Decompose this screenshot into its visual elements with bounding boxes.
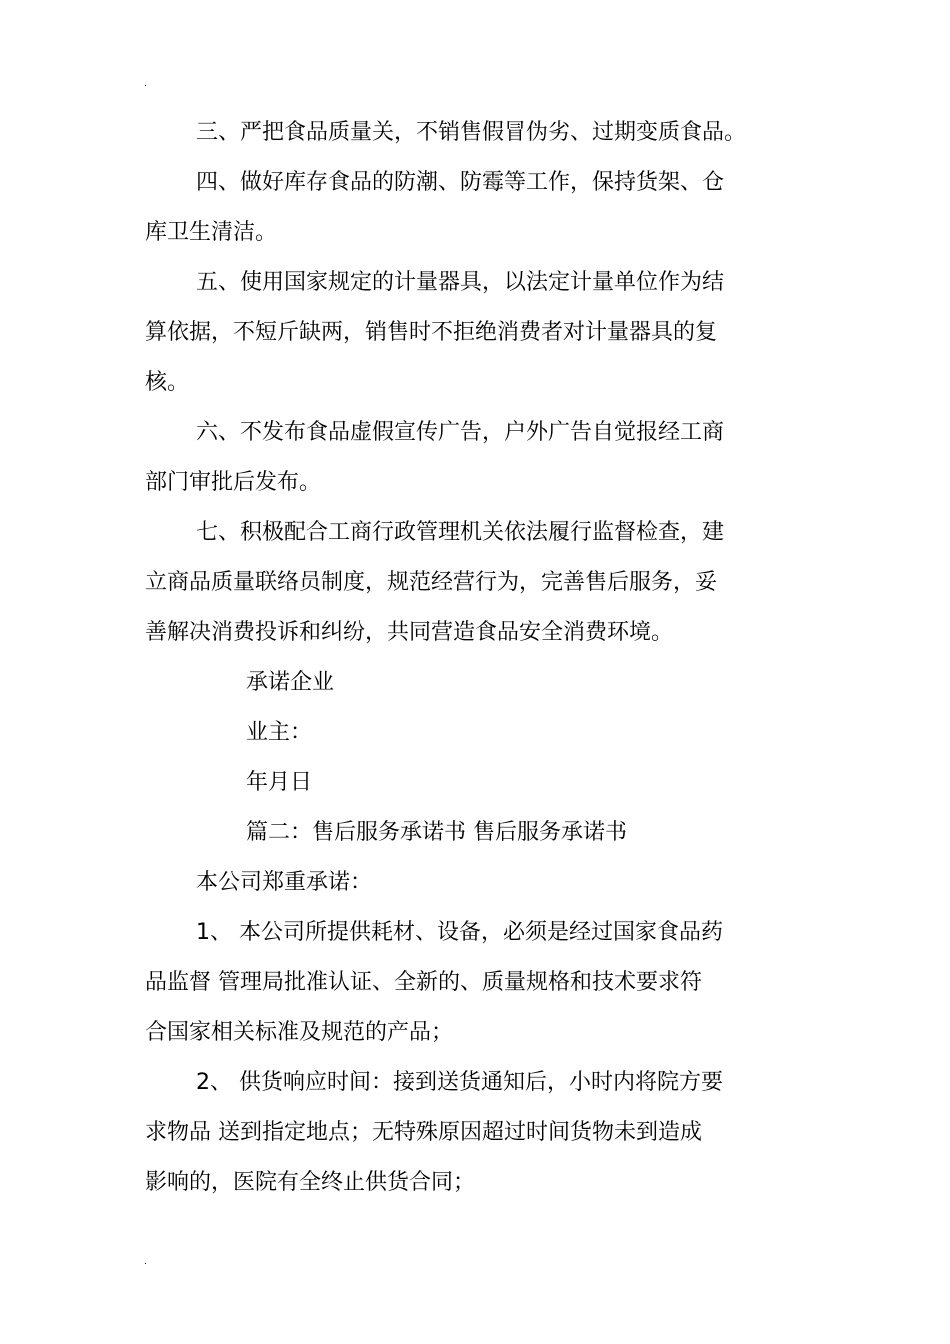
- text-line-12: 承诺企业: [246, 670, 335, 695]
- text-line-8: 部门审批后发布。: [145, 470, 322, 495]
- text-line-14: 年月日: [246, 770, 313, 795]
- text-line-1: 三、严把食品质量关，不销售假冒伪劣、过期变质食品。: [196, 120, 747, 145]
- top-corner-mark: .: [144, 79, 147, 89]
- text-line-22: 影响的，医院有全终止供货合同；: [145, 1170, 476, 1195]
- text-line-17: 1、 本公司所提供耗材、设备，必须是经过国家食品药: [196, 920, 723, 945]
- text-line-19: 合国家相关标准及规范的产品；: [145, 1020, 454, 1045]
- text-line-6: 核。: [145, 370, 190, 395]
- text-line-15: 篇二：售后服务承诺书 售后服务承诺书: [246, 820, 627, 845]
- bottom-corner-mark: .: [144, 1257, 147, 1267]
- text-line-18: 品监督 管理局批准认证、全新的、质量规格和技术要求符: [145, 970, 702, 995]
- text-line-11: 善解决消费投诉和纠纷，共同营造食品安全消费环境。: [145, 620, 674, 645]
- text-line-16: 本公司郑重承诺：: [196, 870, 373, 895]
- text-line-10: 立商品质量联络员制度，规范经营行为，完善售后服务，妥: [145, 570, 718, 595]
- text-line-4: 五、使用国家规定的计量器具，以法定计量单位作为结: [196, 270, 725, 295]
- text-line-3: 库卫生清洁。: [145, 220, 278, 245]
- text-line-2: 四、做好库存食品的防潮、防霉等工作，保持货架、仓: [196, 170, 725, 195]
- text-line-20: 2、 供货响应时间：接到送货通知后，小时内将院方要: [196, 1070, 723, 1095]
- text-line-9: 七、积极配合工商行政管理机关依法履行监督检查，建: [196, 520, 725, 545]
- text-line-13: 业主：: [246, 720, 313, 745]
- text-line-5: 算依据，不短斤缺两，销售时不拒绝消费者对计量器具的复: [145, 320, 718, 345]
- text-line-21: 求物品 送到指定地点；无特殊原因超过时间货物未到造成: [145, 1120, 702, 1145]
- text-line-7: 六、不发布食品虚假宣传广告，户外广告自觉报经工商: [196, 420, 725, 445]
